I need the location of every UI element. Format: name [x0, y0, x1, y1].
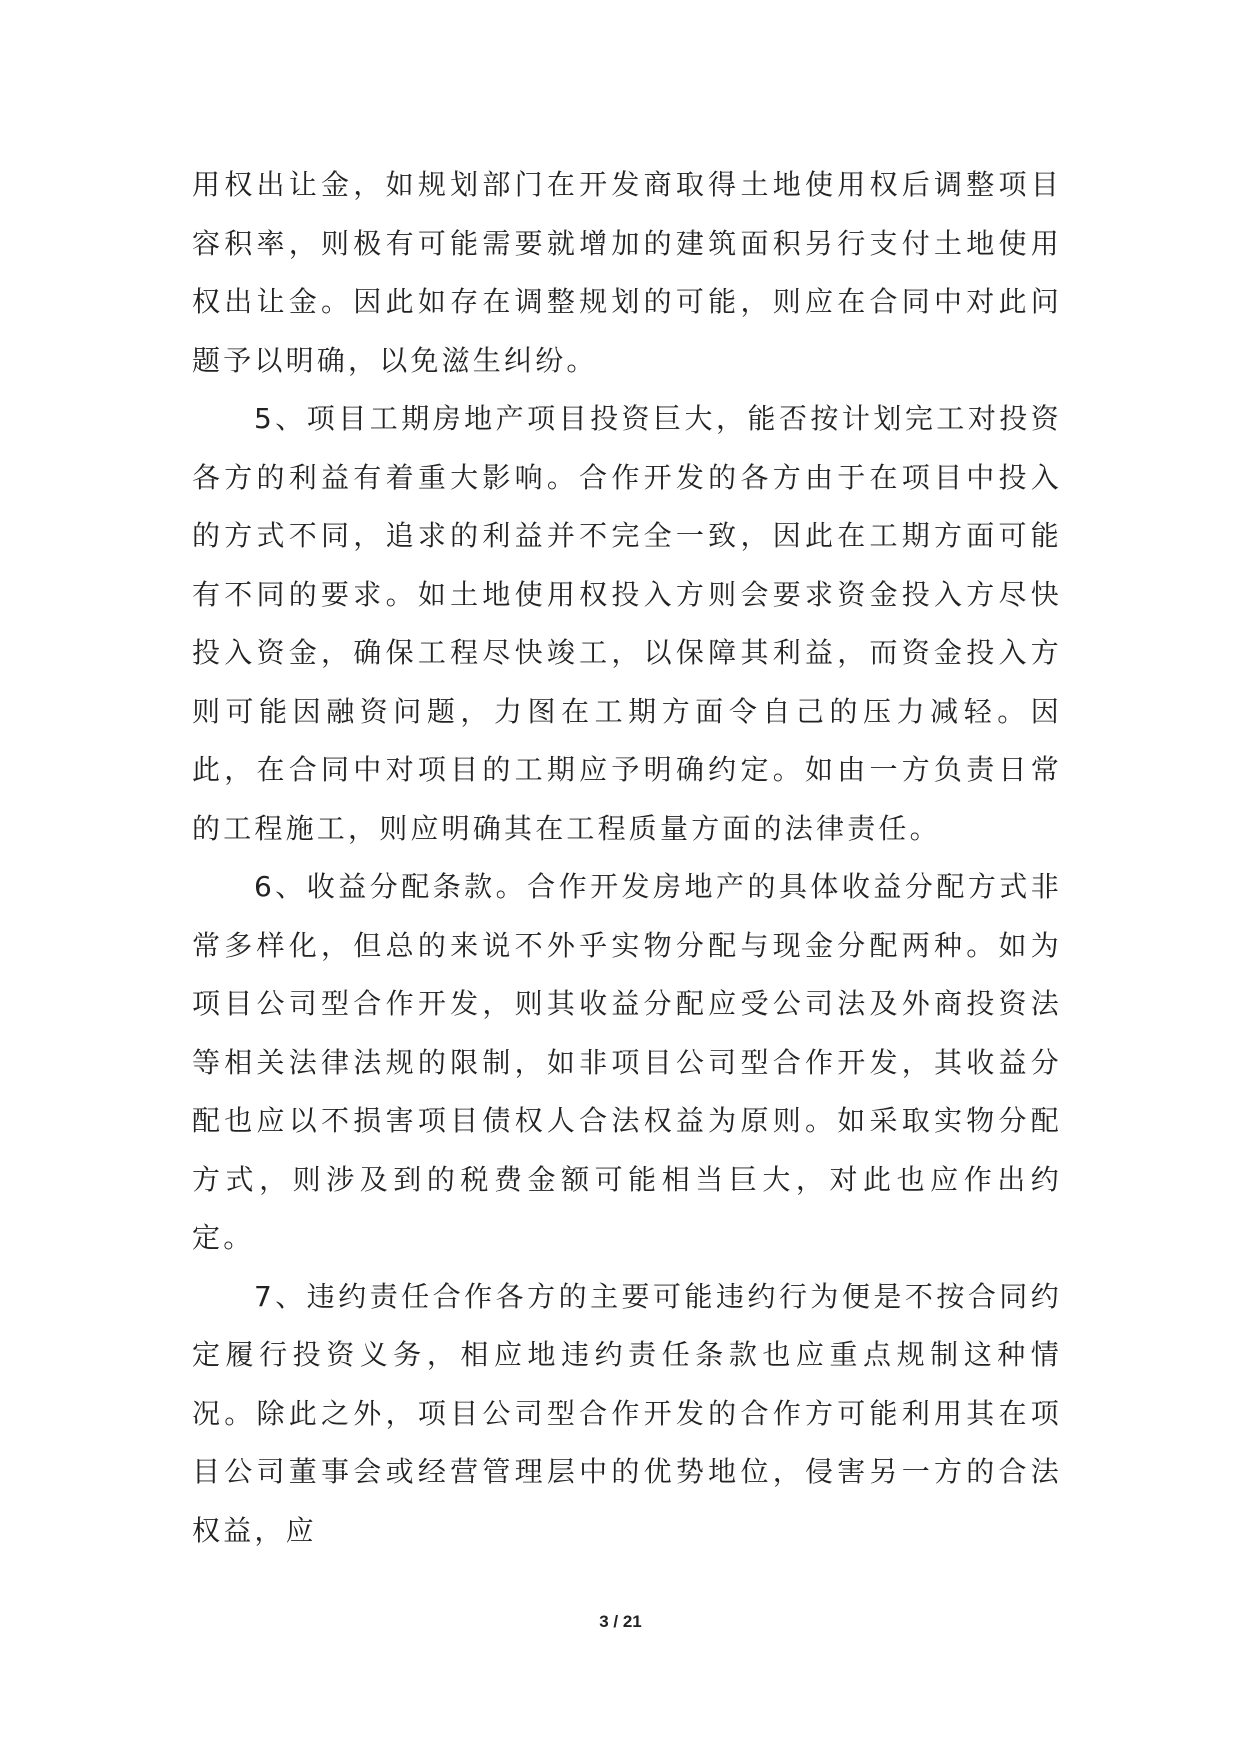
paragraph-item-6-profit-distribution: 6、收益分配条款。合作开发房地产的具体收益分配方式非常多样化，但总的来说不外乎实物分配与现金分配两种。如为项目公司型合作开发，则其收益分配应受公司法及外商投资法等相关法律法规的限制，如非项目公司型合作开发，其收益分配也应以不损害项目债权人合法权益为原则。如采取实物分配方式，则涉及到的税费金额可能相当巨大，对此也应作出约定。 [192, 870, 1062, 1254]
paragraph-item-5-project-schedule: 5、项目工期房地产项目投资巨大，能否按计划完工对投资各方的利益有着重大影响。合作开发的各方由于在项目中投入的方式不同，追求的利益并不完全一致，因此在工期方面可能有不同的要求。如土地使用权投入方则会要求资金投入方尽快投入资金，确保工程尽快竣工，以保障其利益，而资金投入方则可能因融资问题，力图在工期方面令自己的压力减轻。因此，在合同中对项目的工期应予明确约定。如由一方负责日常的工程施工，则应明确其在工程质量方面的法律责任。 [192, 402, 1062, 845]
page-number: 3 / 21 [599, 1612, 642, 1631]
paragraph-continuation: 用权出让金，如规划部门在开发商取得土地使用权后调整项目容积率，则极有可能需要就增加的建筑面积另行支付土地使用权出让金。因此如存在调整规划的可能，则应在合同中对此问题予以明确，以免滋生纠纷。 [192, 168, 1062, 377]
document-body [192, 156, 1062, 1560]
paragraph-item-7-breach-liability: 7、违约责任合作各方的主要可能违约行为便是不按合同约定履行投资义务，相应地违约责任条款也应重点规制这种情况。除此之外，项目公司型合作开发的合作方可能利用其在项目公司董事会或经营管理层中的优势地位，侵害另一方的合法权益，应 [192, 1279, 1062, 1547]
